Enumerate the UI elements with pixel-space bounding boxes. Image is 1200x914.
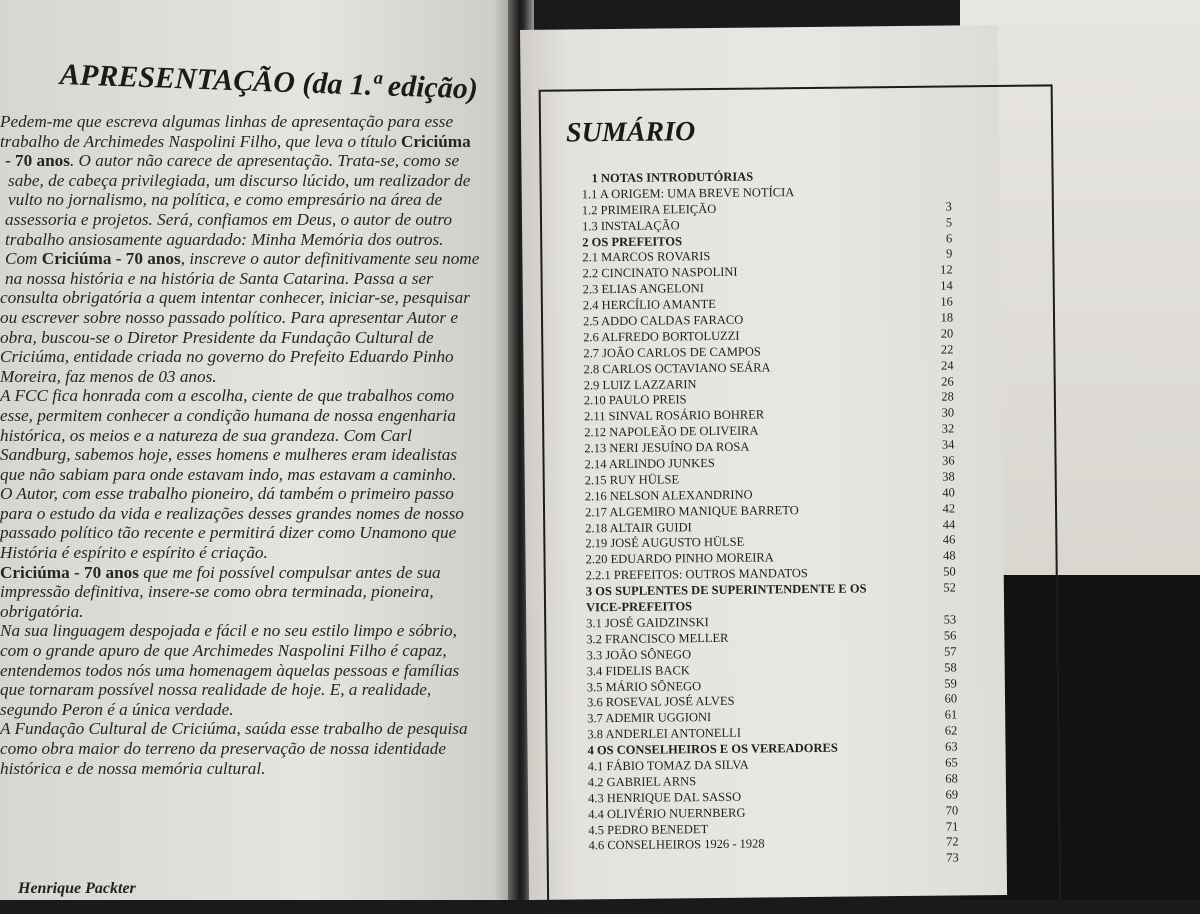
text-segment: que me foi possível compulsar antes de sua [138,562,441,582]
text-segment: Moreira, faz menos de 03 anos. [0,366,217,386]
toc-page-number: 5 [945,215,953,230]
toc-entry-label: 4.5 PEDRO BENEDET [588,821,709,837]
toc-entry-label: 4.6 CONSELHEIROS 1926 - 1928 [588,836,765,853]
text-line [0,426,515,446]
text-segment: assessoria e projetos. Será, confiamos em Deus, o autor de outro [5,209,453,229]
toc-entry-label: 3.8 ANDERLEI ANTONELLI [587,725,742,742]
toc-page-number: 18 [940,310,954,325]
toc-entry-label: 2.4 HERCÍLIO AMANTE [582,297,716,313]
toc-page-number: 30 [941,405,955,420]
text-line [0,719,515,739]
toc-entry-label: 3.6 ROSEVAL JOSÉ ALVES [586,694,735,710]
toc-page-number: 65 [945,755,958,770]
text-line [0,484,515,504]
toc-page-number: 20 [940,326,954,341]
text-line [0,602,515,622]
toc-entry-label: 2 OS PREFEITOS [582,233,683,249]
toc-page-number: 34 [941,437,955,452]
text-line [0,759,515,779]
text-line [0,249,515,269]
toc-entry-label: 2.8 CARLOS OCTAVIANO SEÁRA [583,360,771,377]
text-line [0,504,515,524]
toc-entry-label: 2.3 ELIAS ANGELONI [582,281,704,297]
text-line [0,386,515,406]
toc-entry-label: 4.1 FÁBIO TOMAZ DA SILVA [587,757,749,774]
text-segment: esse, permitem conhecer a condição humana de nossa engenharia [0,405,456,425]
toc-page-number: 38 [942,469,955,484]
text-segment: Com [5,249,42,269]
text-line [0,190,515,210]
toc-page-number: 60 [944,691,958,706]
toc-page-number: 48 [942,548,956,563]
toc-page-number: 71 [945,818,959,834]
toc-entry-label: 3.1 JOSÉ GAIDZINSKI [586,614,709,631]
toc-page-number: 42 [942,501,956,516]
text-segment: passado político tão recente e permitirá dizer como Unamono que [0,523,457,543]
bold-text: - 70 anos [5,151,70,171]
toc-page-number: 32 [941,421,955,436]
text-segment: na nossa história e na história de Santa Catarina. Passa a ser [5,268,433,288]
summary-title: SUMÁRIO [565,116,696,149]
text-segment: obra, buscou-se o Diretor Presidente da Fundação Cultural de [0,327,434,347]
toc-page-number: 59 [944,675,957,691]
toc-page-number: 73 [946,850,959,865]
page-title: APRESENTAÇÃO (da 1.ª edição) [59,58,479,106]
text-segment: Na sua linguagem despojada e fácil e no seu estilo limpo e sóbrio, [0,621,457,641]
text-segment: entendemos todos nós uma homenagem àquelas pessoas e famílias [0,660,460,680]
table-of-contents [581,167,958,870]
toc-entry-label: 2.15 RUY HÜLSE [584,472,680,488]
text-line [0,621,515,641]
toc-entry-label: 1.1 A ORIGEM: UMA BREVE NOTÍCIA [581,185,795,202]
toc-entry-label: 2.12 NAPOLEÃO DE OLIVEIRA [584,423,759,440]
text-segment: A Fundação Cultural de Criciúma, saúda esse trabalho de pesquisa [0,719,468,739]
toc-entry-label: 2.18 ALTAIR GUIDI [585,519,692,535]
text-segment: segundo Peron é a única verdade. [0,699,234,719]
toc-page-number: 50 [943,564,956,579]
toc-entry-label: 2.10 PAULO PREIS [583,392,687,408]
toc-entry-label: VICE-PREFEITOS [585,599,693,615]
toc-entry-label: 2.11 SINVAL ROSÁRIO BOHRER [583,407,765,424]
toc-page-number: 12 [939,262,953,277]
toc-page-number: 24 [940,358,954,373]
text-segment: trabalho ansiosamente aguardado: Minha Memória dos outros. [5,229,444,249]
text-line [0,543,515,563]
text-segment: histórica, os meios e a natureza de sua grandeza. Com Carl [0,425,412,445]
toc-page-number: 28 [941,389,954,405]
text-segment: trabalho de Archimedes Naspolini Filho, que leva o título [0,131,402,151]
toc-page-number: 40 [942,485,955,500]
presentation-text [0,112,515,778]
toc-entry-label: 1.2 PRIMEIRA ELEIÇÃO [581,201,717,218]
toc-entry-label: 2.6 ALFREDO BORTOLUZZI [583,328,740,345]
text-segment: histórica e de nossa memória cultural. [0,758,266,778]
toc-entry-label: 4 OS CONSELHEIROS E OS VEREADORES [587,740,838,758]
bold-text: Criciúma [401,131,471,151]
text-line [0,406,515,426]
text-segment: A FCC fica honrada com a escolha, ciente de que trabalhos como [0,386,455,406]
text-line [0,112,515,132]
toc-page-number: 9 [946,246,953,262]
toc-entry-label: 3.7 ADEMIR UGGIONI [587,710,712,726]
toc-page-number: 58 [944,660,957,675]
toc-entry-label: 4.4 OLIVÉRIO NUERNBERG [588,805,746,821]
text-segment: que não sabiam para onde estavam indo, mas estavam a caminho. [0,464,457,484]
toc-page-number: 53 [943,612,957,627]
toc-entry-label: 3 OS SUPLENTES DE SUPERINTENDENTE E OS [585,581,867,599]
text-segment: História é espírito e espírito é criação. [0,543,268,563]
toc-entry-label: 2.2 CINCINATO NASPOLINI [582,265,738,281]
toc-page-number: 14 [940,278,953,293]
toc-entry-label: 2.9 LUIZ LAZZARIN [583,376,697,392]
text-segment: . O autor não carece de apresentação. Trata-se, como se [69,151,460,171]
toc-page-number: 46 [942,532,956,548]
toc-page-number: 61 [944,707,958,722]
toc-page-number: 6 [945,231,953,246]
toc-entry-label: 3.2 FRANCISCO MELLER [586,630,729,647]
text-segment: ou escrever sobre nosso passado político. Para apresentar Autor e [0,307,458,327]
text-line [0,288,515,308]
toc-page-number: 56 [943,628,957,643]
toc-page-number: 52 [943,580,956,595]
left-page [0,0,520,900]
text-line [0,132,515,152]
text-line [0,739,515,759]
toc-entry-label: 2.14 ARLINDO JUNKES [584,456,715,472]
text-segment: consulta obrigatória a quem intentar conhecer, iniciar-se, pesquisar [0,288,470,308]
text-segment: Sandburg, sabemos hoje, esses homens e mulheres eram idealistas [0,445,458,465]
toc-page-number: 26 [941,374,954,389]
text-segment: para o estudo da vida e realizações desses grandes nomes de nosso [0,503,464,523]
toc-entry-label: 1.3 INSTALAÇÃO [581,218,680,234]
toc-page-number: 44 [942,517,956,532]
toc-entry-label: 1 NOTAS INTRODUTÓRIAS [591,169,754,186]
toc-entry-label: 3.4 FIDELIS BACK [586,662,690,678]
text-segment: Criciúma, entidade criada no governo do Prefeito Eduardo Pinho [0,347,454,367]
text-line [0,700,515,720]
text-segment: sabe, de cabeça privilegiada, um discurso lúcido, um realizador de [8,170,471,190]
toc-entry-label: 4.3 HENRIQUE DAL SASSO [587,789,742,806]
toc-entry-label: 2.13 NERI JESUÍNO DA ROSA [584,439,750,456]
toc-entry-label: 2.20 EDUARDO PINHO MOREIRA [585,550,774,567]
toc-page-number: 72 [945,834,959,849]
toc-entry-label: 2.17 ALGEMIRO MANIQUE BARRETO [584,502,799,520]
text-line [0,445,515,465]
text-line [0,151,515,171]
toc-entry-label: 3.3 JOÃO SÔNEGO [586,646,692,663]
toc-page-number: 36 [941,453,955,468]
toc-page-number: 16 [940,294,953,309]
text-line [0,661,515,681]
author-signature: Henrique Packter [18,880,136,897]
text-line [0,347,515,367]
text-segment: Pedem-me que escreva algumas linhas de apresentação para esse [0,112,454,131]
toc-page-number: 63 [944,739,958,754]
text-line [0,269,515,289]
toc-page-number: 70 [945,803,959,818]
toc-page-number: 62 [944,723,958,738]
text-line [0,680,515,700]
text-segment: obrigatória. [0,601,84,621]
toc-entry-label: 2.16 NELSON ALEXANDRINO [584,487,753,504]
toc-entry-label: 2.2.1 PREFEITOS: OUTROS MANDATOS [585,566,808,583]
text-line [0,171,515,191]
toc-entry-label: 2.5 ADDO CALDAS FARACO [582,312,744,329]
toc-entry-label: 3.5 MÁRIO SÔNEGO [586,678,702,694]
toc-page-number: 69 [945,787,959,802]
toc-entry-label: 2.7 JOÃO CARLOS DE CAMPOS [583,344,761,361]
text-segment: como obra maior do terreno da preservação de nossa identidade [0,739,447,758]
toc-page-number: 68 [945,771,958,786]
text-segment: vulto no jornalismo, na política, e como empresário na área de [8,190,443,210]
text-segment: que tornaram possível nossa realidade de hoje. E, a realidade, [0,680,432,700]
toc-entry-label: 4.2 GABRIEL ARNS [587,774,697,790]
bold-text: Criciúma - 70 anos [0,562,139,582]
text-line [0,308,515,328]
text-segment: com o grande apuro de que Archimedes Naspolini Filho é capaz, [0,641,447,661]
text-line [0,230,515,250]
text-line [0,465,515,485]
text-segment: impressão definitiva, insere-se como obra terminada, pioneira, [0,582,434,602]
toc-page-number: 3 [945,199,952,214]
text-line [0,563,515,583]
text-segment: , inscreve o autor definitivamente seu nome [180,249,480,269]
text-line [0,210,515,230]
right-page [520,25,1007,900]
toc-page-number: 57 [943,644,957,659]
bold-text: Criciúma - 70 anos [41,249,181,269]
toc-page-number: 22 [940,342,954,357]
text-line [0,641,515,661]
toc-entry-label: 2.1 MARCOS ROVARIS [582,249,711,265]
text-line [0,523,515,543]
text-segment: O Autor, com esse trabalho pioneiro, dá também o primeiro passo [0,484,454,504]
text-line [0,328,515,348]
toc-entry-label: 2.19 JOSÉ AUGUSTO HÜLSE [585,535,745,551]
text-line [0,582,515,602]
text-line [0,367,515,387]
